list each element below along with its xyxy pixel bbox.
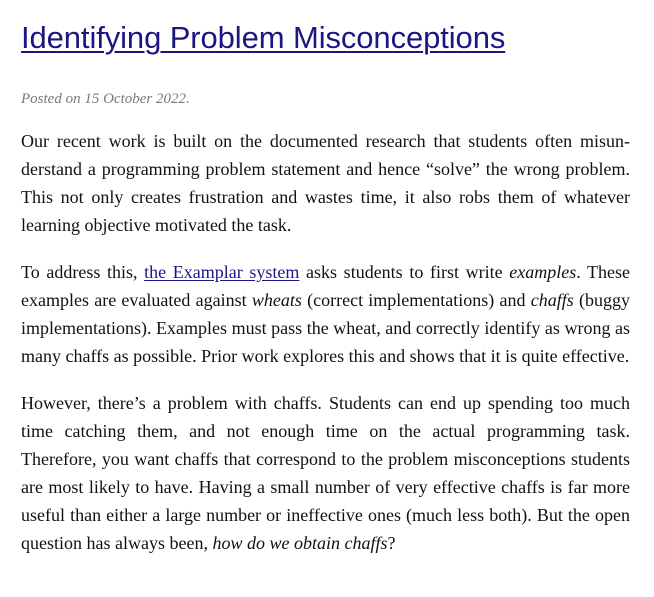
term-wheats: wheats — [251, 290, 302, 310]
paragraph-2-text-4: (correct implementations) and — [301, 290, 531, 310]
paragraph-2-text-2: asks students to first write — [299, 262, 510, 282]
blog-post — [21, 0, 630, 576]
term-examples: examples — [509, 262, 577, 282]
paragraph-2 — [21, 258, 630, 370]
post-body — [21, 127, 630, 557]
paragraph-2-text-1: To address this, — [21, 262, 145, 282]
post-title — [21, 0, 630, 58]
paragraph-3 — [21, 389, 630, 557]
paragraph-3-text: However, there’s a problem with chaffs. Students can end up spending too much time catching them, and not enough time on the actual programming task. Therefore, you want chaffs that correspond to the problem misconceptions students are most likely to have. Having a small number of very effective chaffs is far more useful than either a large number or ineffective ones (much less both). But the open question has always been, — [21, 393, 630, 553]
paragraph-2-text-3: . These examples are evaluated against — [21, 262, 631, 310]
post-title-link[interactable]: Identifying Problem Misconceptions — [21, 20, 506, 55]
paragraph-1: Our recent work is built on the documented research that students often misunderstand a programming problem statement and hence “solve” the wrong problem. This not only creates frustration and wastes time, it also robs them of whatever learning objective motivated the task. — [21, 131, 630, 235]
paragraph-2-text-5: (buggy implementations). Examples must pass the wheat, and correctly identify as wrong as many chaffs as possible. Prior work explores this and shows that it is quite effective. — [21, 290, 630, 366]
question-emphasis: how do we obtain chaffs — [212, 533, 388, 553]
examplar-system-link[interactable]: the Examplar system — [144, 262, 300, 282]
paragraph-3-end: ? — [387, 533, 396, 553]
term-chaffs: chaffs — [530, 290, 574, 310]
post-date: Posted on 15 October 2022. — [21, 91, 190, 107]
